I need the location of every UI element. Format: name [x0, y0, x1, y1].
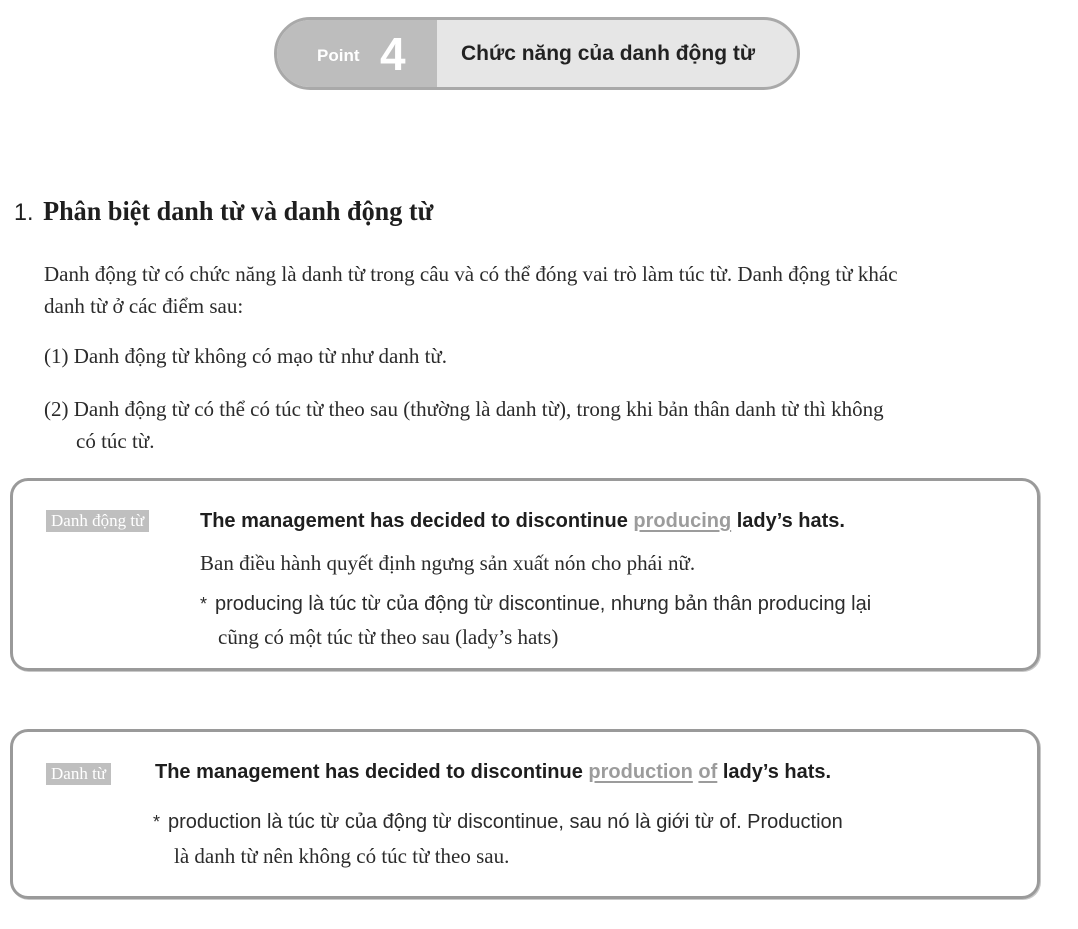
highlighted-noun: production	[588, 761, 693, 783]
intro-line-1: Danh động từ có chức năng là danh từ trong câu và có thể đóng vai trò làm túc từ. Danh động từ khác	[44, 262, 898, 286]
sentence-text: The management has decided to discontinue	[155, 761, 589, 783]
tag-noun: Danh từ	[46, 763, 111, 785]
note-noun-line-2: là danh từ nên không có túc từ theo sau.	[174, 844, 510, 868]
asterisk: *	[200, 594, 208, 614]
note-gerund-line-1	[200, 593, 871, 616]
point-header	[274, 17, 800, 90]
list-item-1: (1) Danh động từ không có mạo từ như danh từ.	[44, 344, 448, 368]
note-gerund-line-2: cũng có một túc từ theo sau (lady’s hats)	[218, 625, 559, 649]
example-sentence-gerund	[200, 510, 845, 533]
point-label: Point	[317, 46, 360, 65]
example-sentence-noun	[155, 761, 831, 784]
list-item-2-line-2: có túc từ.	[76, 429, 155, 453]
list-item-2-line-1: (2) Danh động từ có thể có túc từ theo sau (thường là danh từ), trong khi bản thân danh từ thì không	[44, 397, 884, 421]
note-noun-line-1	[153, 811, 843, 834]
sentence-text: The management has decided to discontinue	[200, 510, 634, 532]
point-title: Chức năng của danh động từ	[461, 42, 756, 65]
tag-gerund: Danh động từ	[46, 510, 149, 532]
note-text: producing là túc từ của động từ discontinue, nhưng bản thân producing lại	[215, 593, 872, 615]
section-title: Phân biệt danh từ và danh động từ	[43, 196, 434, 226]
point-number: 4	[380, 28, 406, 80]
highlighted-preposition: of	[698, 761, 718, 783]
sentence-text: lady’s hats.	[717, 761, 832, 783]
asterisk: *	[153, 812, 161, 832]
note-text: production là túc từ của động từ discontinue, sau nó là giới từ of. Production	[168, 811, 843, 833]
section-heading	[14, 196, 433, 227]
intro-line-2: danh từ ở các điểm sau:	[44, 294, 244, 318]
sentence-text: lady’s hats.	[731, 510, 845, 532]
section-number: 1.	[14, 199, 34, 226]
highlighted-gerund: producing	[633, 510, 732, 532]
point-badge	[277, 20, 437, 87]
translation-gerund: Ban điều hành quyết định ngưng sản xuất nón cho phái nữ.	[200, 551, 696, 575]
